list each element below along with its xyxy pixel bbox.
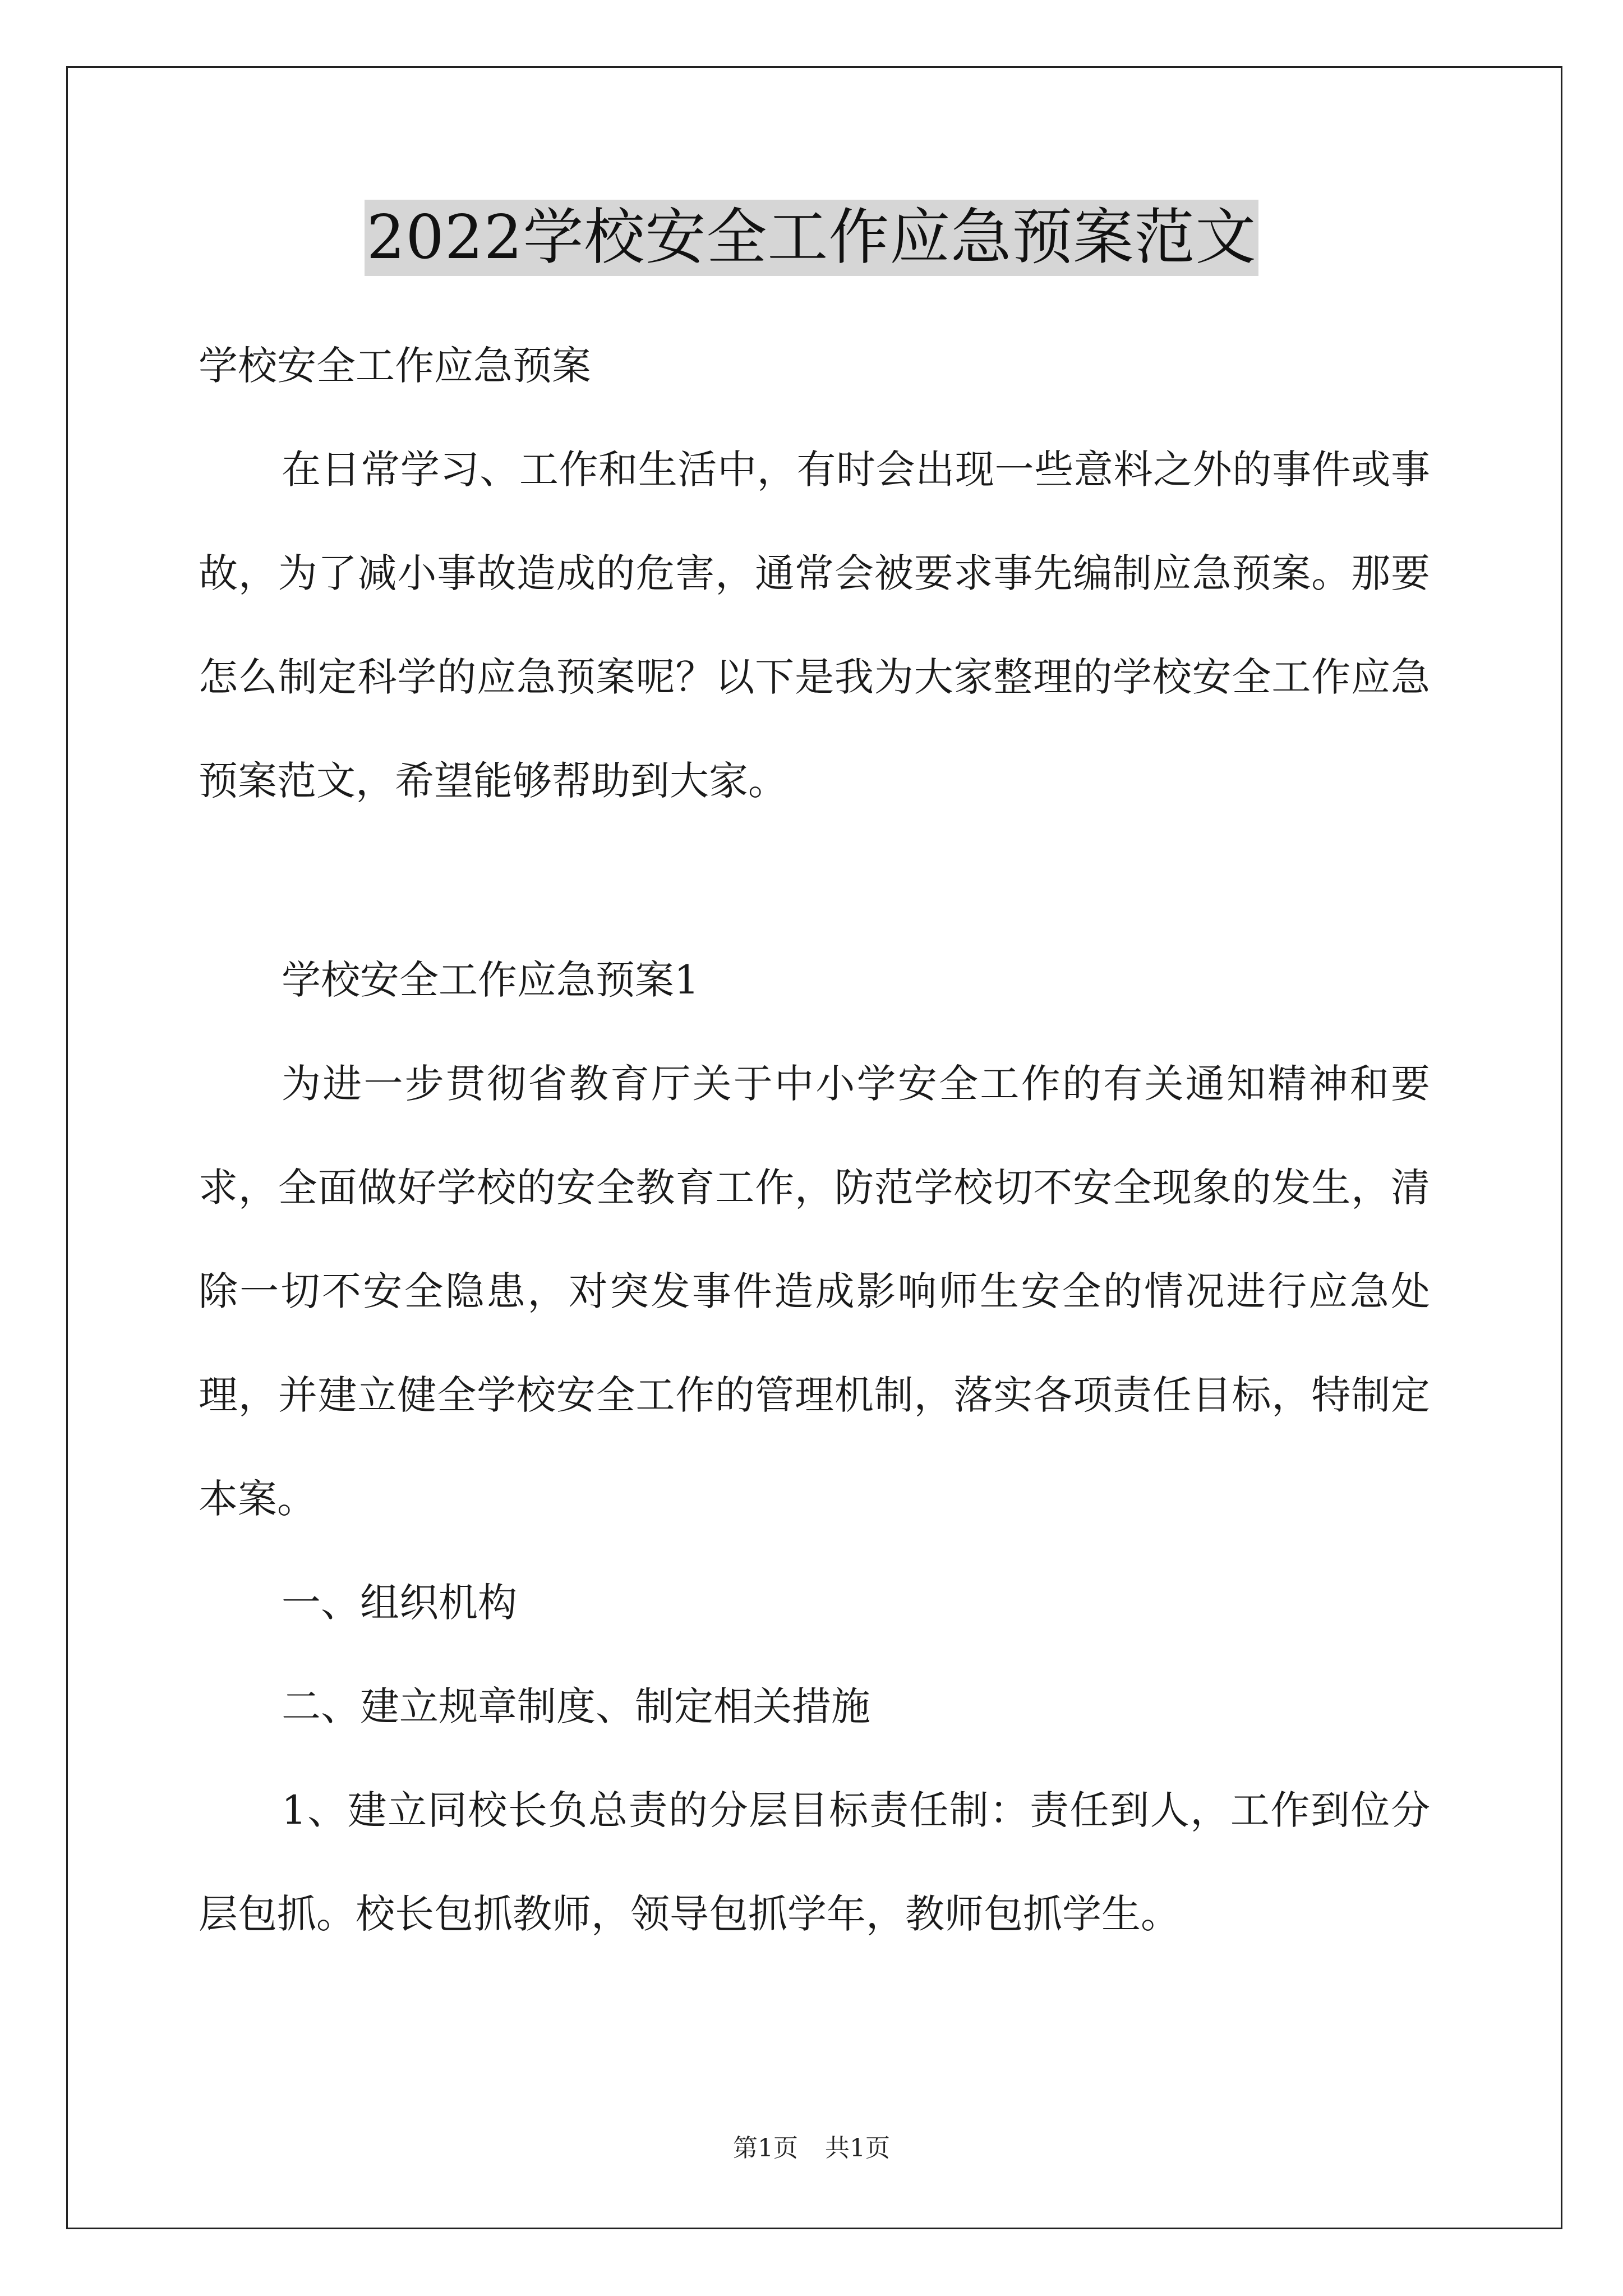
- page-number-current: 第1页: [733, 2134, 798, 2162]
- document-body: [199, 314, 1430, 1966]
- list-item-regulations: 二、建立规章制度、制定相关措施: [282, 1683, 870, 1729]
- list-item-organization: 一、组织机构: [282, 1580, 517, 1626]
- list-item-responsibility: 1、建立同校长负总责的分层目标责任制：责任到人，工作到位分层包抓。校长包抓教师，领导包抓学年，教师包抓学生。: [199, 1787, 1430, 1937]
- section-body-paragraph: 为进一步贯彻省教育厅关于中小学安全工作的有关通知精神和要求，全面做好学校的安全教育工作，防范学校切不安全现象的发生，清除一切不安全隐患，对突发事件造成影响师生安全的情况进行应急处理，并建立健全学校安全工作的管理机制，落实各项责任目标，特制定本案。: [199, 1061, 1430, 1522]
- title-container: [0, 200, 1623, 276]
- page-footer: [0, 2132, 1623, 2165]
- intro-paragraph: 在日常学习、工作和生活中，有时会出现一些意料之外的事件或事故，为了减小事故造成的危害，通常会被要求事先编制应急预案。那要怎么制定科学的应急预案呢？以下是我为大家整理的学校安全工作应急预案范文，希望能够帮助到大家。: [199, 447, 1430, 804]
- section-heading: 学校安全工作应急预案1: [282, 957, 699, 1003]
- page-number-total: 共1页: [825, 2134, 890, 2162]
- document-subtitle: 学校安全工作应急预案: [199, 343, 591, 389]
- paragraph-gap: [199, 833, 1430, 928]
- document-title: 2022学校安全工作应急预案范文: [365, 200, 1259, 276]
